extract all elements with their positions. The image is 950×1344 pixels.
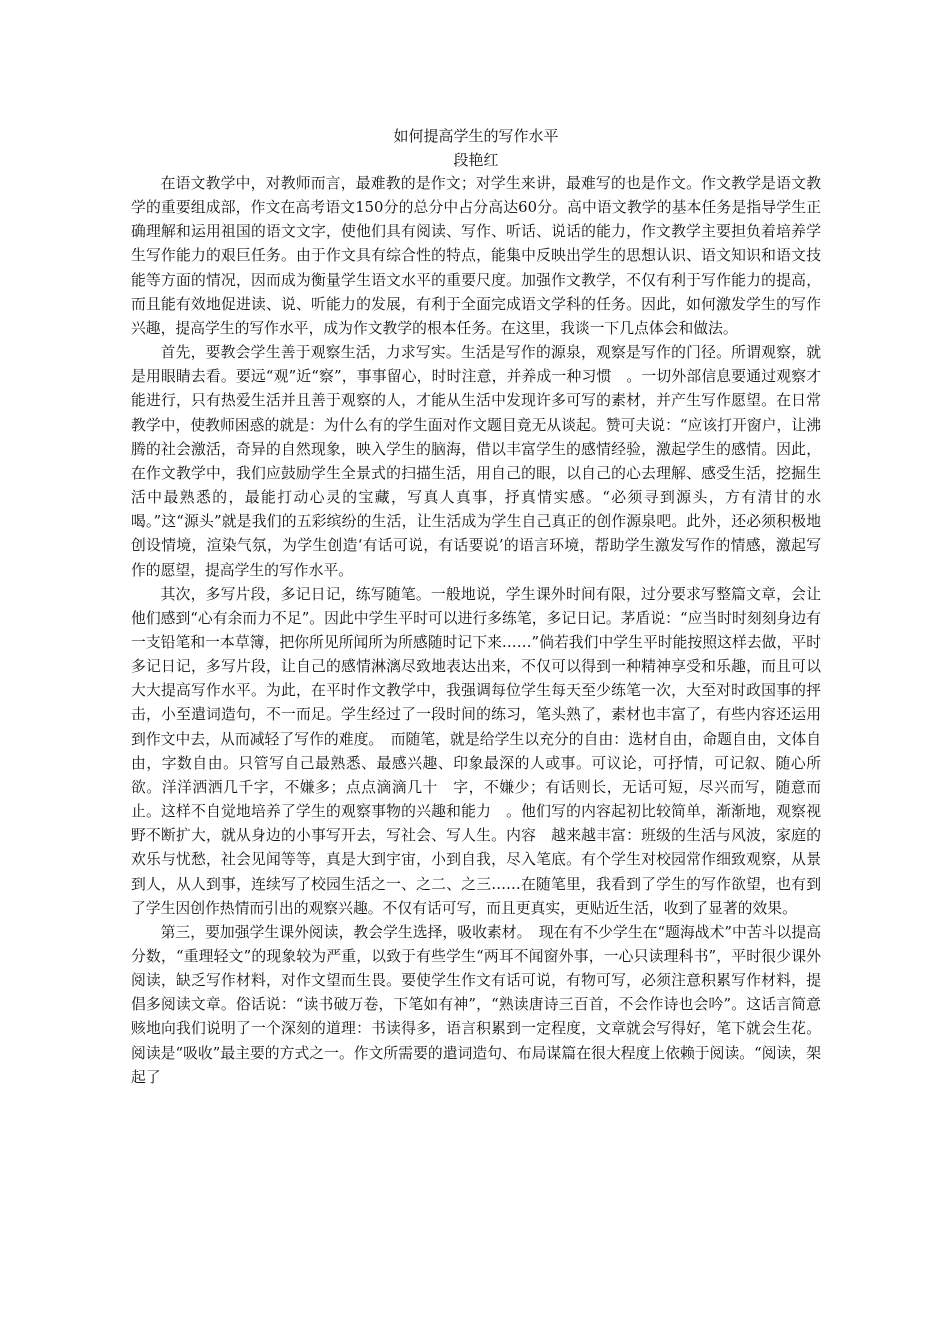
paragraph-intro: 在语文教学中，对教师而言，最难教的是作文；对学生来讲，最难写的也是作文。作文教学是语文教学的重要组成部，作文在高考语文150分的总分中占分高达60分。高中语文教学的基本任务是指导学生正确理解和运用祖国的语文文字，使他们具有阅读、写作、听话、说话的能力，作文教学主要担负着培养学生写作能力的艰巨任务。由于作文具有综合性的特点，能集中反映出学生的思想认识、语文知识和语文技能等方面的情况，因而成为衡量学生语文水平的重要尺度。加强作文教学，不仅有利于写作能力的提高，而且能有效地促进读、说、听能力的发展，有利于全面完成语文学科的任务。因此，如何激发学生的写作兴趣，提高学生的写作水平，成为作文教学的根本任务。在这里，我谈一下几点体会和做法。 <box>131 175 821 337</box>
paragraph-observation: 首先，要教会学生善于观察生活，力求写实。生活是写作的源泉，观察是写作的门径。所谓观察，就是用眼睛去看。要远“观”近“察”，事事留心，时时注意，并养成一种习惯 。一切外部信息要通过观察才能进行，只有热爱生活并且善于观察的人，才能从生活中发现许多可写的素材，并产生写作愿望。在日常教学中，使教师困惑的就是：为什么有的学生面对作文题目竟无从谈起。赞可夫说：“应该打开窗户，让沸腾的社会激活，奇异的自然现象，映入学生的脑海，借以丰富学生的感情经验，激起学生的感情。因此，在作文教学中，我们应鼓励学生全景式的扫描生活，用自己的眼，以自己的心去理解、感受生活，挖掘生活中最熟悉的，最能打动心灵的宝藏，写真人真事，抒真情实感。“必须寻到源头，方有清甘的水喝。”这“源头”就是我们的五彩缤纷的生活，让生活成为学生自己真正的创作源泉吧。此外，还必须积极地创设情境，渲染气氛，为学生创造‘有话可说，有话要说’的语言环境，帮助学生激发写作的情感，激起写作的愿望，提高学生的写作水平。 <box>131 344 821 579</box>
paragraph-reading: 第三，要加强学生课外阅读，教会学生选择，吸收素材。 现在有不少学生在“题海战术”中苦斗以提高分数，“重理轻文”的现象较为严重，以致于有些学生“两耳不闻窗外事，一心只读理科书”，平时很少课外阅读，缺乏写作材料，对作文望而生畏。要使学生作文有话可说，有物可写，必须注意积累写作材料，提倡多阅读文章。俗话说：“读书破万卷，下笔如有神”，“熟读唐诗三百首，不会作诗也会吟”。这话言简意赅地向我们说明了一个深刻的道理：书读得多，语言积累到一定程度，文章就会写得好，笔下就会生花。阅读是“吸收”最主要的方式之一。作文所需要的遣词造句、布局谋篇在很大程度上依赖于阅读。“阅读，架起了 <box>131 923 821 1086</box>
document-page <box>131 124 821 1090</box>
document-title: 如何提高学生的写作水平 <box>393 127 559 145</box>
document-author: 段艳红 <box>453 151 499 169</box>
paragraph-diary-writing: 其次，多写片段，多记日记，练写随笔。一般地说，学生课外时间有限，过分要求写整篇文章，会让他们感到“心有余而力不足”。因此中学生平时可以进行多练笔，多记日记。茅盾说：“应当时时刻刻身边有一支铅笔和一本草簿，把你所见所闻所为所感随时记下来……”倘若我们中学生平时能按照这样去做，平时多记日记，多写片段，让自己的感情淋漓尽致地表达出来，不仅可以得到一种精神享受和乐趣，而且可以大大提高写作水平。为此，在平时作文教学中，我强调每位学生每天至少练笔一次，大至对时政国事的抨击，小至遣词造句，不一而足。学生经过了一段时间的练习，笔头熟了，素材也丰富了，有些内容还运用到作文中去，从而减轻了写作的难度。 而随笔，就是给学生以充分的自由：选材自由，命题自由，文体自由，字数自由。只管写自己最熟悉、最感兴趣、印象最深的人或事。可议论，可抒情，可记叙、随心所欲。洋洋洒洒几千字，不嫌多；点点滴滴几十 字，不嫌少；有话则长，无话可短，尽兴而写，随意而止。这样不自觉地培养了学生的观察事物的兴趣和能力 。他们写的内容起初比较简单，渐渐地，观察视野不断扩大，就从身边的小事写开去，写社会、写人生。内容 越来越丰富：班级的生活与风波，家庭的欢乐与忧愁，社会见闻等等，真是大到宇宙，小到自我，尽入笔底。有个学生对校园常作细致观察，从景到人，从人到事，连续写了校园生活之一、之二、之三……在随笔里，我看到了学生的写作欲望，也有到了学生因创作热情而引出的观察兴趣。不仅有话可写，而且更真实，更贴近生活，收到了显著的效果。 <box>131 585 821 917</box>
